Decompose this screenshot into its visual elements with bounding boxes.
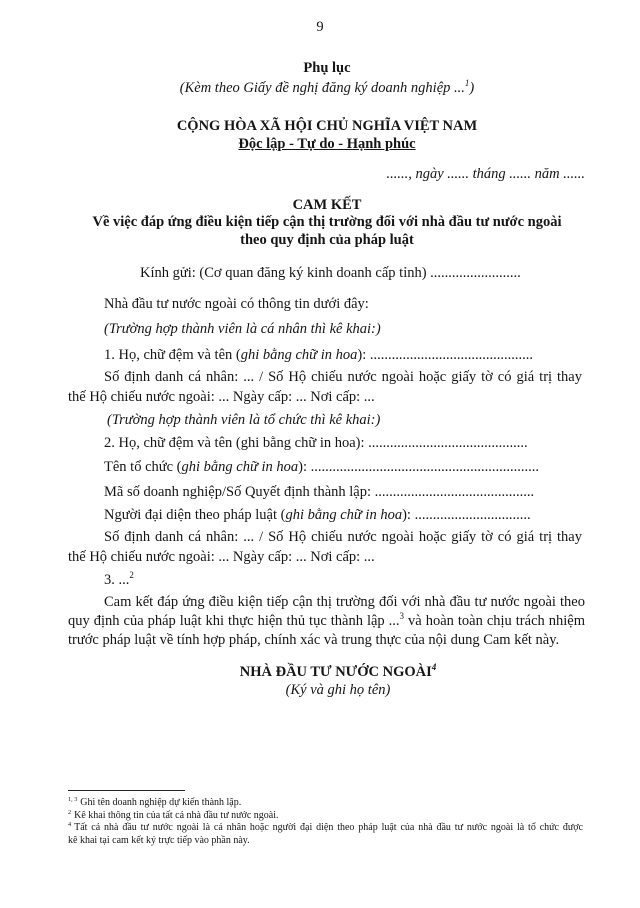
footnote-item — [68, 796, 241, 809]
page-number: 9 — [316, 19, 324, 35]
individual-id-line-2: thế Hộ chiếu nước ngoài: ... Ngày cấp: ... Nơi cấp: ... — [68, 389, 375, 405]
field-hint: ghi bằng chữ in hoa — [285, 507, 403, 523]
field-label: 1. Họ, chữ đệm và tên ( — [104, 347, 241, 363]
footnote-item — [68, 821, 583, 834]
appendix-subtitle — [68, 79, 586, 97]
organization-id-line-2: thế Hộ chiếu nước ngoài: ... Ngày cấp: ... Nơi cấp: ... — [68, 549, 375, 565]
footnote-ref-1: 1 — [464, 78, 470, 89]
appendix-title: Phụ lục — [303, 60, 351, 76]
field-hint: ghi bằng chữ in hoa — [181, 459, 299, 475]
field-blank: ): ............................................. — [357, 347, 533, 363]
commitment-statement-line-2 — [68, 612, 585, 630]
footnote-ref-4: 4 — [431, 662, 437, 673]
footnote-marker: 4 — [68, 820, 72, 828]
item-3 — [104, 571, 134, 589]
organization-name-field — [104, 458, 539, 476]
appendix-subtitle-text: (Kèm theo Giấy đề nghị đăng ký doanh nghiệp ... — [179, 80, 465, 96]
individual-note: (Trường hợp thành viên là cá nhân thì kê khai:) — [104, 321, 381, 337]
item-3-text: 3. ... — [104, 572, 130, 588]
commitment-subject-line-2: theo quy định của pháp luật — [240, 232, 414, 248]
statement-text-cont: và hoàn toàn chịu trách nhiệm — [404, 613, 585, 629]
national-title: CỘNG HÒA XÃ HỘI CHỦ NGHĨA VIỆT NAM — [176, 118, 478, 134]
organization-id-line-1: Số định danh cá nhân: ... / Số Hộ chiếu nước ngoài hoặc giấy tờ có giá trị thay — [104, 529, 582, 545]
organization-member-name-field: 2. Họ, chữ đệm và tên (ghi bằng chữ in hoa): ............................................ — [104, 435, 528, 451]
footnote-ref-2: 2 — [129, 570, 134, 581]
commitment-statement-line-1: Cam kết đáp ứng điều kiện tiếp cận thị trường đối với nhà đầu tư nước ngoài theo — [104, 594, 585, 610]
appendix-subtitle-close: ) — [469, 80, 475, 96]
date-line: ......, ngày ...... tháng ...... năm ...... — [386, 166, 585, 182]
footnote-divider — [68, 790, 185, 791]
footnote-continuation: kê khai tại cam kết ký trực tiếp vào phần này. — [68, 835, 250, 846]
statement-text: quy định của pháp luật khi thực hiện thủ tục thành lập ... — [68, 613, 400, 629]
registration-number-field: Mã số doanh nghiệp/Số Quyết định thành lập: ............................................ — [104, 484, 535, 500]
footnote-text: Ghi tên doanh nghiệp dự kiến thành lập. — [80, 797, 242, 808]
field-label: Người đại diện theo pháp luật ( — [104, 507, 286, 523]
legal-representative-field — [104, 506, 531, 524]
commitment-statement-line-3: trước pháp luật về tính hợp pháp, chính xác và trung thực của nội dung Cam kết này. — [68, 632, 560, 648]
footnote-text: Kê khai thông tin của tất cả nhà đầu tư nước ngoài. — [74, 810, 279, 821]
field-label: Tên tổ chức ( — [104, 459, 182, 475]
footnote-text: Tất cả nhà đầu tư nước ngoài là cá nhân hoặc người đại diện theo pháp luật của nhà đầu tư nước ngoài là tổ chức được — [74, 822, 583, 833]
commitment-subject-line-1: Về việc đáp ứng điều kiện tiếp cận thị trường đối với nhà đầu tư nước ngoài — [92, 214, 562, 230]
field-hint: ghi bằng chữ in hoa — [240, 347, 358, 363]
individual-id-line-1: Số định danh cá nhân: ... / Số Hộ chiếu nước ngoài hoặc giấy tờ có giá trị thay — [104, 369, 582, 385]
footnote-marker: 2 — [68, 808, 72, 816]
individual-name-field — [104, 346, 533, 364]
signature-title-text: NHÀ ĐẦU TƯ NƯỚC NGOÀI — [239, 664, 432, 680]
field-blank: ): ............................................................... — [298, 459, 540, 475]
organization-note: (Trường hợp thành viên là tổ chức thì kê khai:) — [107, 412, 381, 428]
signature-title — [238, 663, 438, 681]
signature-instruction: (Ký và ghi họ tên) — [285, 682, 391, 698]
national-motto: Độc lập - Tự do - Hạnh phúc — [238, 136, 416, 152]
footnote-ref-3: 3 — [399, 611, 405, 622]
field-blank: ): ................................ — [402, 507, 531, 523]
national-motto-line — [68, 135, 586, 153]
intro-line: Nhà đầu tư nước ngoài có thông tin dưới đây: — [104, 296, 369, 312]
recipient-line: Kính gửi: (Cơ quan đăng ký kinh doanh cấp tỉnh) ......................... — [140, 265, 521, 281]
footnote-marker: 1, 3 — [68, 795, 78, 803]
commitment-title: CAM KẾT — [292, 197, 362, 213]
